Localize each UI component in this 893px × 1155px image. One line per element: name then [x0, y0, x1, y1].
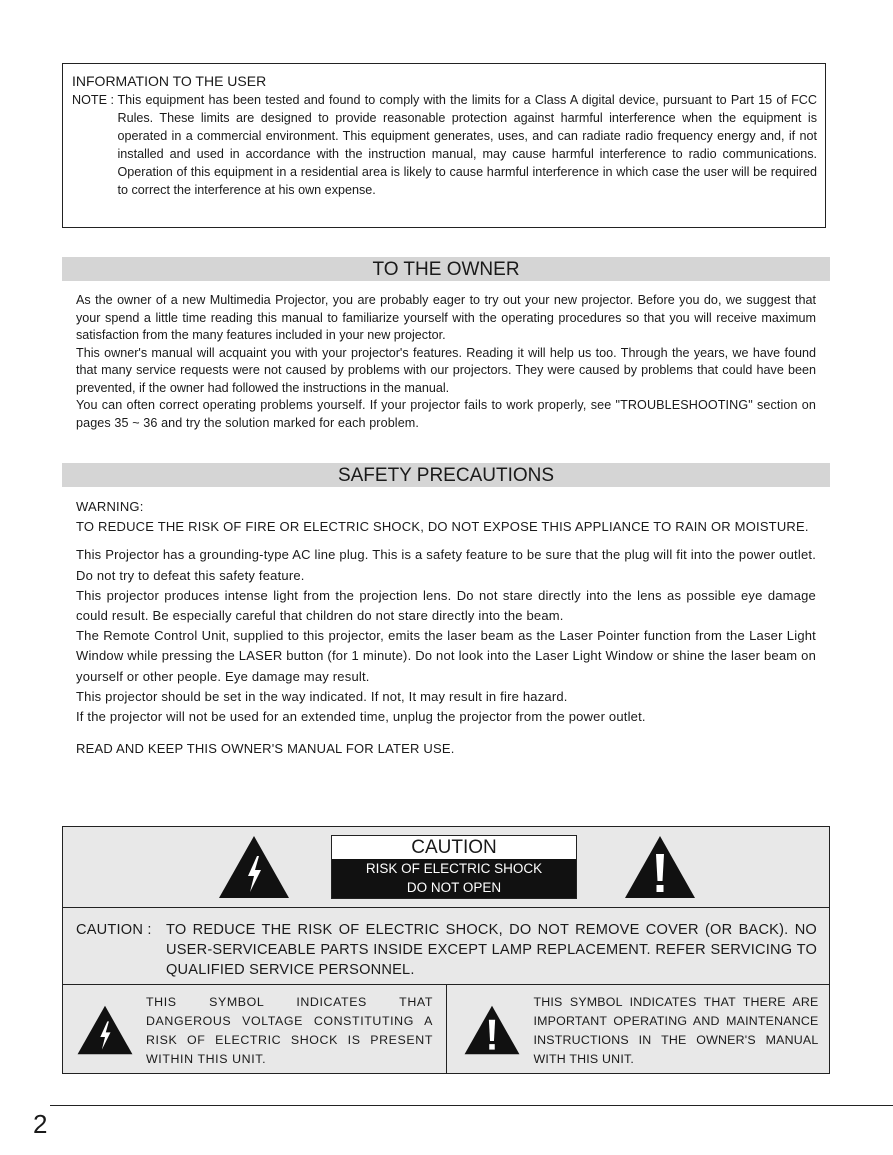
caution-title: CAUTION [411, 837, 497, 858]
note-label: NOTE : [72, 93, 118, 107]
to-the-owner-heading: TO THE OWNER [62, 257, 830, 281]
safety-paragraph: The Remote Control Unit, supplied to this projector, emits the laser beam as the Laser Pointer function from the Laser Light Window while pressing the LASER button (for 1 minute). Do not look into the Laser Light Window or shine the laser beam on yourself or other people. Eye damage may result. [76, 628, 816, 684]
caution-sub-line: RISK OF ELECTRIC SHOCK [365, 861, 543, 876]
safety-precautions-heading: SAFETY PRECAUTIONS [62, 463, 830, 487]
safety-paragraph: This projector produces intense light from the projection lens. Do not stare directly into the lens as possible eye damage could result. Be especially careful that children do not stare directly into the beam. [76, 587, 816, 624]
fcc-information-box [62, 63, 826, 228]
owner-paragraph: This owner's manual will acquaint you with your projector's features. Reading it will help us too. Through the years, we have found that many service requests were not caused by problems with our projectors. They were caused by problems that could have been prevented, if the owner had followed the instructions in the manual. [76, 345, 816, 395]
safety-paragraph: If the projector will not be used for an extended time, unplug the projector from the power outlet. [76, 709, 646, 725]
exclamation-symbol-text: THIS SYMBOL INDICATES THAT THERE ARE IMPORTANT OPERATING AND MAINTENANCE INSTRUCTIONS IN THE OWNER'S MANUAL WITH THIS UNIT. [533, 995, 819, 1066]
owner-paragraph: As the owner of a new Multimedia Projector, you are probably eager to try out your new projector. Before you do, we suggest that your spend a little time reading this manual to familiarize yourself with the operating procedures so that you will receive maximum satisfaction from the many features included in your new projector. [76, 293, 816, 342]
caution-sub-line: DO NOT OPEN [406, 880, 502, 895]
exclamation-symbol-explanation [447, 985, 830, 1074]
info-title: INFORMATION TO THE USER [72, 73, 267, 89]
warning-text: TO REDUCE THE RISK OF FIRE OR ELECTRIC SHOCK, DO NOT EXPOSE THIS APPLIANCE TO RAIN OR MOISTURE. [76, 519, 809, 535]
safety-paragraph: This Projector has a grounding-type AC line plug. This is a safety feature to be sure that the plug will fit into the power outlet. Do not try to defeat this safety feature. [76, 547, 816, 583]
symbol-explanations [63, 985, 829, 1074]
caution-label-row [63, 827, 829, 908]
page-number: 2 [33, 1109, 48, 1139]
safety-section [76, 497, 816, 759]
lightning-symbol-text: THIS SYMBOL INDICATES THAT DANGEROUS VOLTAGE CONSTITUTING A RISK OF ELECTRIC SHOCK IS PRESENT WITHIN THIS UNIT. [146, 995, 433, 1066]
caution-instructions-text: TO REDUCE THE RISK OF ELECTRIC SHOCK, DO NOT REMOVE COVER (OR BACK). NO USER-SERVICEABLE PARTS INSIDE EXCEPT LAMP REPLACEMENT. REFER SERVICING TO QUALIFIED SERVICE PERSONNEL. [166, 922, 817, 978]
exclamation-triangle-icon [463, 1004, 521, 1056]
lightning-symbol-explanation [63, 985, 447, 1074]
footer-rule [50, 1105, 893, 1106]
read-keep-notice: READ AND KEEP THIS OWNER'S MANUAL FOR LATER USE. [76, 741, 455, 757]
safety-paragraph: This projector should be set in the way indicated. If not, It may result in fire hazard. [76, 688, 568, 704]
owner-paragraph: You can often correct operating problems yourself. If your projector fails to work properly, see "TROUBLESHOOTING" section on pages 35 ~ 36 and try the solution marked for each problem. [76, 398, 816, 430]
caution-instructions [63, 908, 829, 985]
note-text: This equipment has been tested and found to comply with the limits for a Class A digital device, pursuant to Part 15 of FCC Rules. These limits are designed to provide reasonable protection against harmful interference when the equipment is operated in a commercial environment. This equipment generates, uses, and can radiate radio frequency energy and, if not installed and used in accordance with the instruction manual, may cause harmful interference to radio communications. Operation of this equipment in a residential area is likely to cause harmful interference in which case the user will be required to correct the interference at his own expense. [117, 93, 817, 197]
caution-subtitle [332, 859, 576, 898]
fcc-note [72, 91, 817, 199]
caution-panel [62, 826, 830, 1074]
caution-instructions-label: CAUTION : [76, 922, 152, 938]
owner-section [76, 292, 816, 432]
lightning-triangle-icon [76, 1004, 134, 1056]
lightning-triangle-icon [217, 834, 291, 900]
exclamation-triangle-icon [623, 834, 697, 900]
warning-label: WARNING: [76, 499, 144, 514]
caution-label [331, 835, 577, 899]
